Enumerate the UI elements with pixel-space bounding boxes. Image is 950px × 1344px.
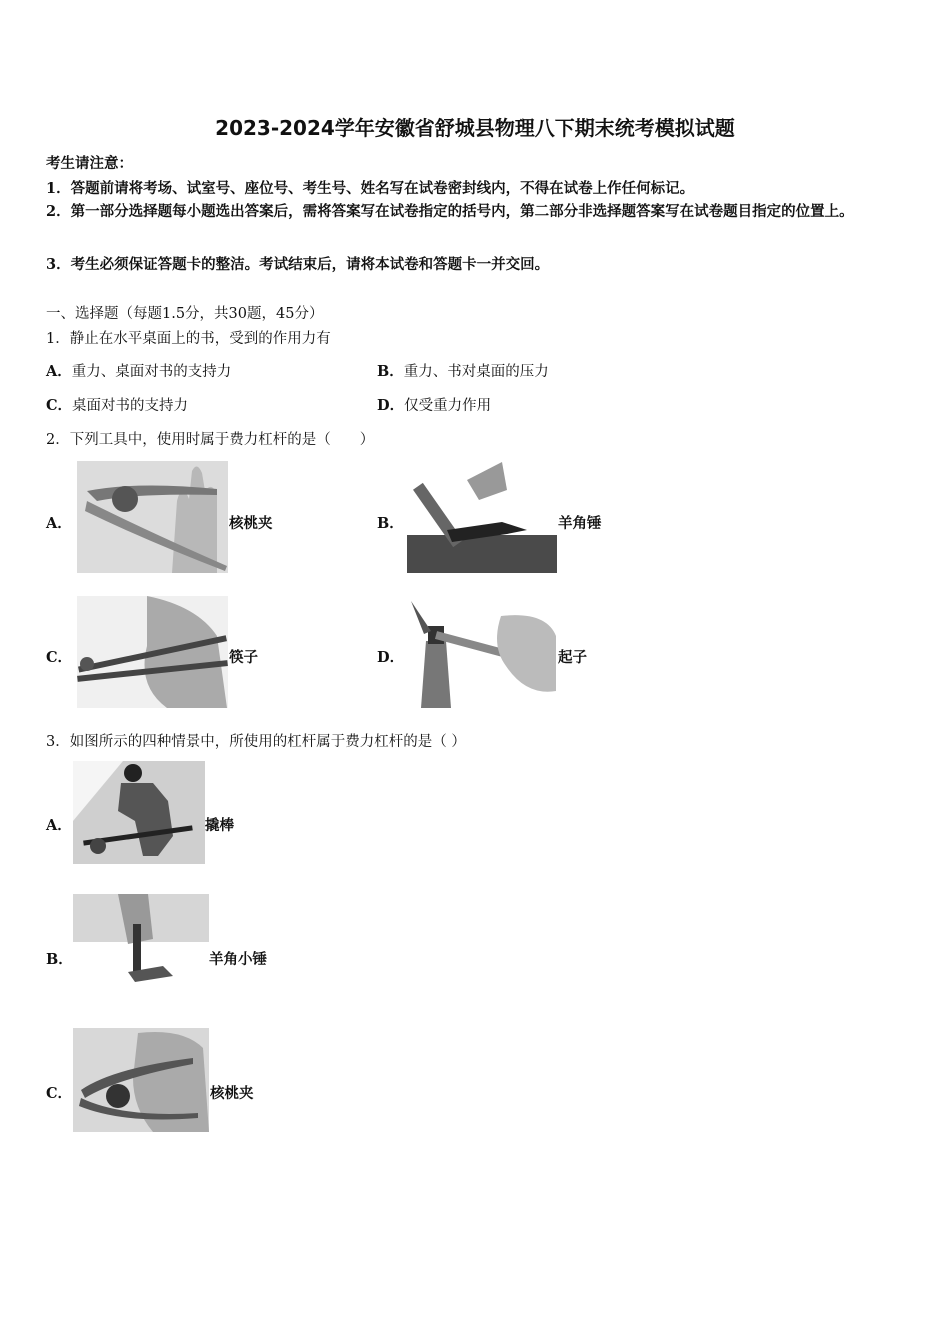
nutcracker-hand-photo-icon [77,461,228,573]
notice-item-2: 2．第一部分选择题每小题选出答案后，需将答案写在试卷指定的括号内，第二部分非选择题答案写在试卷题目指定的位置上。 [46,203,854,220]
q2-option-a-label[interactable]: A． [46,515,72,532]
q2-option-d-caption: 起子 [558,649,587,666]
q1-option-d[interactable] [377,394,491,415]
q3-option-a-caption: 撬棒 [205,817,234,834]
q3-option-c-caption: 核桃夹 [210,1085,254,1102]
q1-option-c[interactable] [46,394,188,415]
q3-stem: 3．如图所示的四种情景中，所使用的杠杆属于费力杠杆的是（ ） [46,734,466,750]
q2-option-d-label[interactable]: D． [377,649,405,666]
option-label: C． [46,397,73,414]
crowbar-photo-icon [73,761,205,864]
q2-stem: 2．下列工具中，使用时属于费力杠杆的是（ ） [46,432,375,448]
q3-option-c-label[interactable]: C． [46,1085,73,1102]
page-title: 2023-2024学年安徽省舒城县物理八下期末统考模拟试题 [215,116,735,140]
q3-option-b-label[interactable]: B． [46,951,73,968]
q1-option-a[interactable] [46,360,231,381]
notice-item-3: 3．考生必须保证答题卡的整洁。考试结束后，请将本试卷和答题卡一并交回。 [46,256,550,273]
bottle-opener-photo-icon [406,596,557,708]
option-text: 桌面对书的支持力 [72,398,189,414]
q2-option-b-caption: 羊角锤 [558,515,602,532]
q3-option-b-caption: 羊角小锤 [209,951,267,968]
notice-heading: 考生请注意： [46,155,133,172]
option-label: A． [46,363,72,380]
notice-item-1: 1．答题前请将考场、试室号、座位号、考生号、姓名写在试卷密封线内，不得在试卷上作任何标记。 [46,180,695,197]
option-text: 重力、桌面对书的支持力 [71,364,232,380]
q1-option-b[interactable] [377,360,549,381]
chopsticks-photo-icon [77,596,228,708]
q2-option-c-label[interactable]: C． [46,649,73,666]
option-text: 仅受重力作用 [404,398,492,414]
q2-option-a-caption: 核桃夹 [229,515,273,532]
q2-option-c-caption: 筷子 [229,649,258,666]
option-label: D． [377,397,405,414]
q1-stem: 1．静止在水平桌面上的书，受到的作用力有 [46,331,331,347]
claw-hammer-photo-icon [407,460,557,573]
section-heading: 一、选择题（每题1.5分，共30题，45分） [46,306,324,322]
q2-option-b-label[interactable]: B． [377,515,404,532]
option-label: B． [377,363,404,380]
small-hammer-photo-icon [73,894,209,994]
nutcracker-photo-icon [73,1028,209,1132]
option-text: 重力、书对桌面的压力 [403,364,549,380]
q3-option-a-label[interactable]: A． [46,817,72,834]
